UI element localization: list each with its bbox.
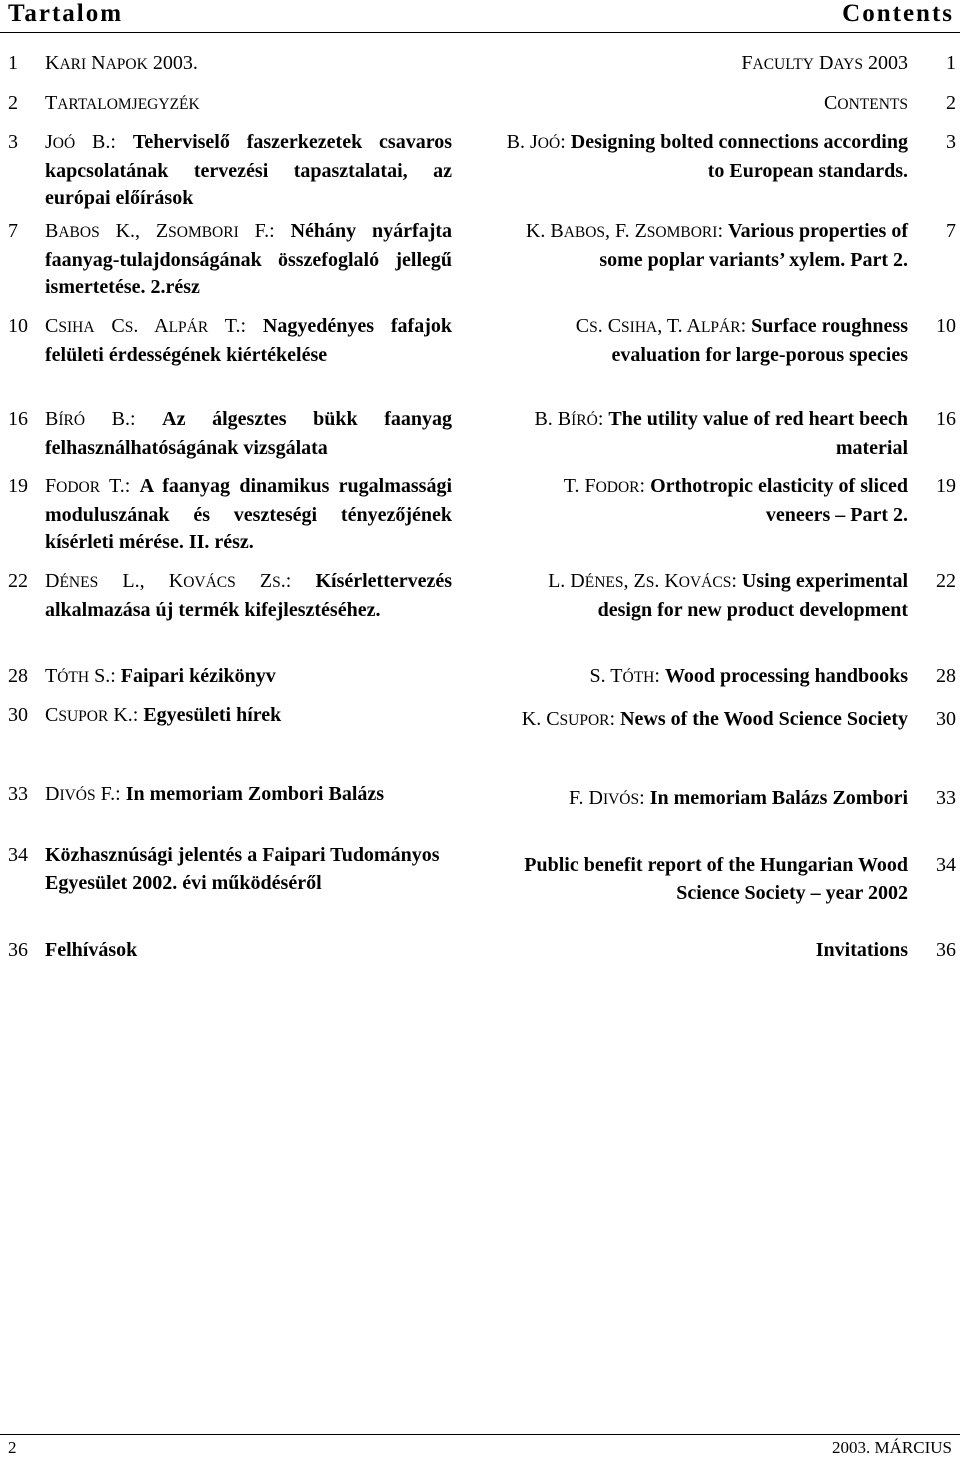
toc-entry-english: CONTENTS [824, 92, 908, 114]
toc-entry-english: B. BÍRÓ: The utility value of red heart beech material [534, 408, 908, 459]
toc-page-number-right: 22 [936, 570, 956, 592]
toc-page-number: 10 [8, 315, 28, 337]
toc-entry-hungarian: DIVÓS F.: In memoriam Zombori Balázs [45, 783, 385, 805]
toc-entry-hungarian: BABOS K., ZSOMBORI F.: Néhány nyárfajta faanyag-tulajdonságának összefoglaló jellegű ismertetése. 2.rész [45, 220, 453, 298]
toc-entry-hungarian: Felhívások [45, 939, 138, 961]
toc-page-number: 30 [8, 704, 28, 726]
toc-entry-english: K. BABOS, F. ZSOMBORI: Various properties of some poplar variants’ xylem. Part 2. [525, 220, 908, 271]
toc-page-number-right: 30 [936, 708, 956, 730]
toc-entry-hungarian: DÉNES L., KOVÁCS ZS.: Kísérlettervezés alkalmazása új termék kifejlesztéséhez. [45, 570, 453, 621]
toc-entry-hungarian: TARTALOMJEGYZÉK [45, 92, 200, 114]
toc-page-number: 7 [8, 220, 18, 242]
toc-entry-hungarian: Közhasznúsági jelentés a Faipari Tudományos Egyesület 2002. évi működéséről [45, 844, 440, 894]
toc-entry-english: CS. CSIHA, T. ALPÁR: Surface roughness evaluation for large-porous species [575, 315, 908, 366]
toc-page-number-right: 10 [936, 315, 956, 337]
toc-page-number: 3 [8, 131, 18, 153]
toc-page-number-right: 33 [936, 787, 956, 809]
toc-page-number: 33 [8, 783, 28, 805]
toc-entry-english: K. CSUPOR: News of the Wood Science Society [521, 708, 908, 730]
toc-page-number: 22 [8, 570, 28, 592]
toc-page-number: 1 [8, 52, 18, 74]
toc-entry-english: Public benefit report of the Hungarian Wood Science Society – year 2002 [524, 854, 908, 904]
footer-issue: 2003. MÁRCIUS [832, 1438, 952, 1457]
toc-page-number-right: 16 [936, 408, 956, 430]
toc-entry-hungarian: KARI NAPOK 2003. [45, 52, 198, 74]
toc-page-number: 28 [8, 665, 28, 687]
toc-entry-hungarian: JOÓ B.: Teherviselő faszerkezetek csavaros kapcsolatának tervezési tapasztalatai, az európai előírások [45, 131, 453, 209]
toc-page-number-right: 2 [946, 92, 956, 114]
toc-page-number-right: 19 [936, 475, 956, 497]
hungarian-title: Tartalom [8, 0, 124, 27]
toc-page-number-right: 34 [936, 854, 956, 876]
toc-entry-hungarian: CSIHA CS. ALPÁR T.: Nagyedényes fafajok felületi érdességének kiértékelése [45, 315, 452, 366]
footer-page-number: 2 [8, 1438, 17, 1457]
toc-entry-english: T. FODOR: Orthotropic elasticity of sliced veneers – Part 2. [563, 475, 908, 526]
toc-page-number: 34 [8, 844, 28, 866]
english-title: Contents [842, 0, 954, 27]
toc-entry-hungarian: TÓTH S.: Faipari kézikönyv [45, 665, 276, 687]
toc-entry-english: B. JOÓ: Designing bolted connections according to European standards. [506, 131, 908, 182]
page-header [0, 0, 960, 33]
toc-entry-english: F. DIVÓS: In memoriam Balázs Zombori [568, 787, 908, 809]
page-footer [0, 1434, 960, 1458]
toc-page-number-right: 36 [936, 939, 956, 961]
toc-page-number: 16 [8, 408, 28, 430]
toc-entry-hungarian: CSUPOR K.: Egyesületi hírek [45, 704, 282, 726]
toc-entry-english: S. TÓTH: Wood processing handbooks [589, 665, 908, 687]
toc-entry-english: FACULTY DAYS 2003 [741, 52, 908, 74]
toc-page-number: 2 [8, 92, 18, 114]
toc-page-number-right: 1 [946, 52, 956, 74]
toc-page-number-right: 3 [946, 131, 956, 153]
toc-page-number: 36 [8, 939, 28, 961]
toc-entry-english: L. DÉNES, ZS. KOVÁCS: Using experimental design for new product development [548, 570, 908, 621]
toc-page-number-right: 28 [936, 665, 956, 687]
toc-entry-hungarian: FODOR T.: A faanyag dinamikus rugalmassági moduluszának és veszteségi tényezőjének kísérleti mérése. II. rész. [45, 475, 453, 553]
toc-page-number-right: 7 [946, 220, 956, 242]
toc-page-number: 19 [8, 475, 28, 497]
toc-entry-english: Invitations [815, 939, 908, 961]
toc-entry-hungarian: BÍRÓ B.: Az álgesztes bükk faanyag felhasználhatóságának vizsgálata [45, 408, 453, 459]
